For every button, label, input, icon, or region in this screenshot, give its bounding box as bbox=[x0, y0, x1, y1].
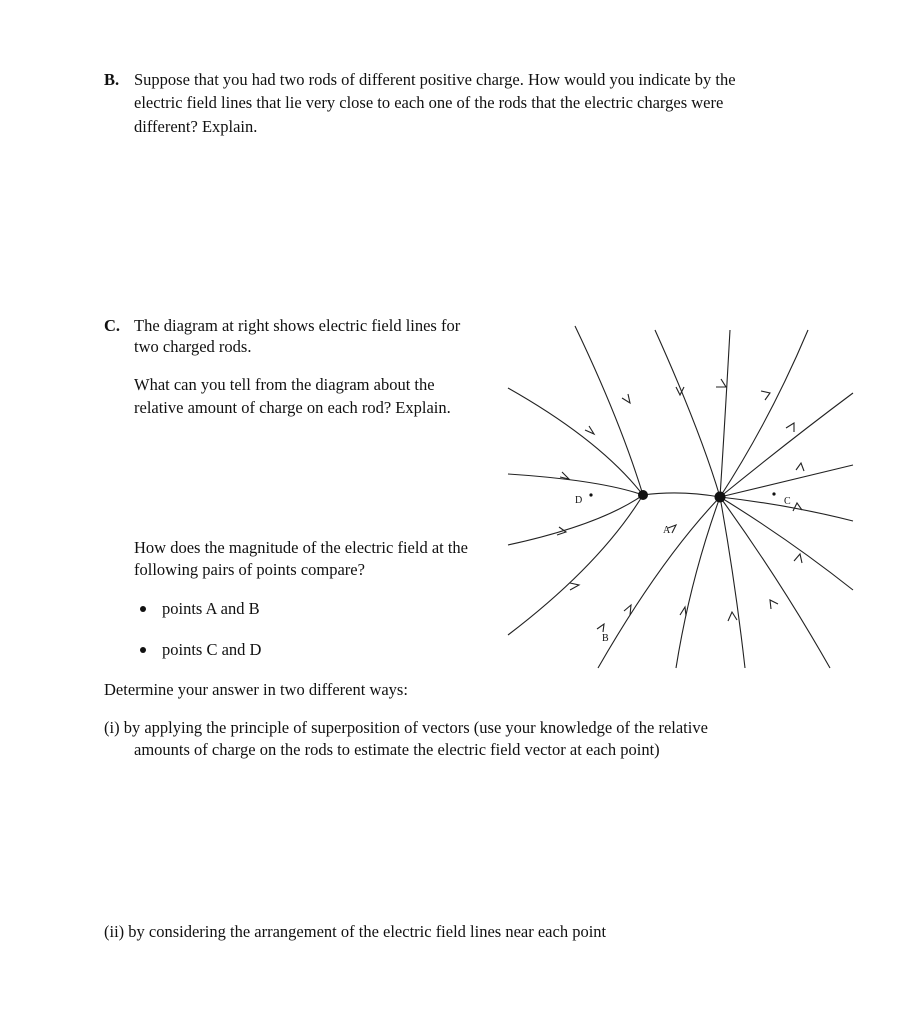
question-2-line-1: How does the magnitude of the electric field at the bbox=[134, 538, 469, 557]
section-b-line-3: different? Explain. bbox=[134, 117, 258, 136]
field-line-right-10 bbox=[676, 497, 720, 668]
field-line-right-8 bbox=[720, 497, 830, 668]
left-rod bbox=[638, 490, 648, 500]
point-c-label: C bbox=[784, 496, 791, 507]
field-line-right-1 bbox=[655, 330, 720, 497]
question-1-line-1: What can you tell from the diagram about the bbox=[134, 375, 435, 394]
way-ii-line: (ii) by considering the arrangement of the electric field lines near each point bbox=[104, 922, 607, 941]
field-line-left-3 bbox=[508, 474, 643, 495]
field-line-left-1 bbox=[575, 326, 643, 495]
point-b-label: B bbox=[602, 633, 609, 644]
section-b-line-1: Suppose that you had two rods of different positive charge. How would you indicate by the bbox=[134, 70, 736, 89]
bullet-points-a-b: points A and B bbox=[162, 599, 260, 618]
right-rod bbox=[715, 492, 726, 503]
section-b-line-2: electric field lines that lie very close to each one of the rods that the electric charges were bbox=[134, 93, 724, 112]
way-i-line-1: (i) by applying the principle of superposition of vectors (use your knowledge of the relative bbox=[104, 718, 708, 737]
determine-instruction: Determine your answer in two different ways: bbox=[104, 680, 408, 699]
section-c-intro-1: The diagram at right shows electric field lines for bbox=[134, 316, 461, 335]
field-line-right-11 bbox=[598, 497, 720, 668]
question-1-line-2: relative amount of charge on each rod? Explain. bbox=[134, 398, 451, 417]
section-b-label: B. bbox=[104, 70, 120, 89]
point-c-dot bbox=[772, 492, 775, 495]
section-c-intro-2: two charged rods. bbox=[134, 337, 252, 356]
field-line-right-3 bbox=[720, 330, 808, 497]
field-line-right-9 bbox=[720, 497, 745, 668]
way-i-line-2: amounts of charge on the rods to estimate the electric field vector at each point) bbox=[134, 740, 660, 759]
question-2-line-2: following pairs of points compare? bbox=[134, 560, 365, 579]
field-line-between bbox=[643, 493, 720, 497]
bullet-points-c-d: points C and D bbox=[162, 640, 262, 659]
point-a-label: A bbox=[663, 525, 671, 536]
field-line-right-2 bbox=[720, 330, 730, 497]
field-line-right-7 bbox=[720, 497, 853, 590]
point-d-label: D bbox=[575, 495, 583, 506]
field-line-left-5 bbox=[508, 495, 643, 635]
point-d-dot bbox=[589, 493, 592, 496]
section-c-label: C. bbox=[104, 316, 121, 335]
field-line-left-2 bbox=[508, 388, 643, 495]
